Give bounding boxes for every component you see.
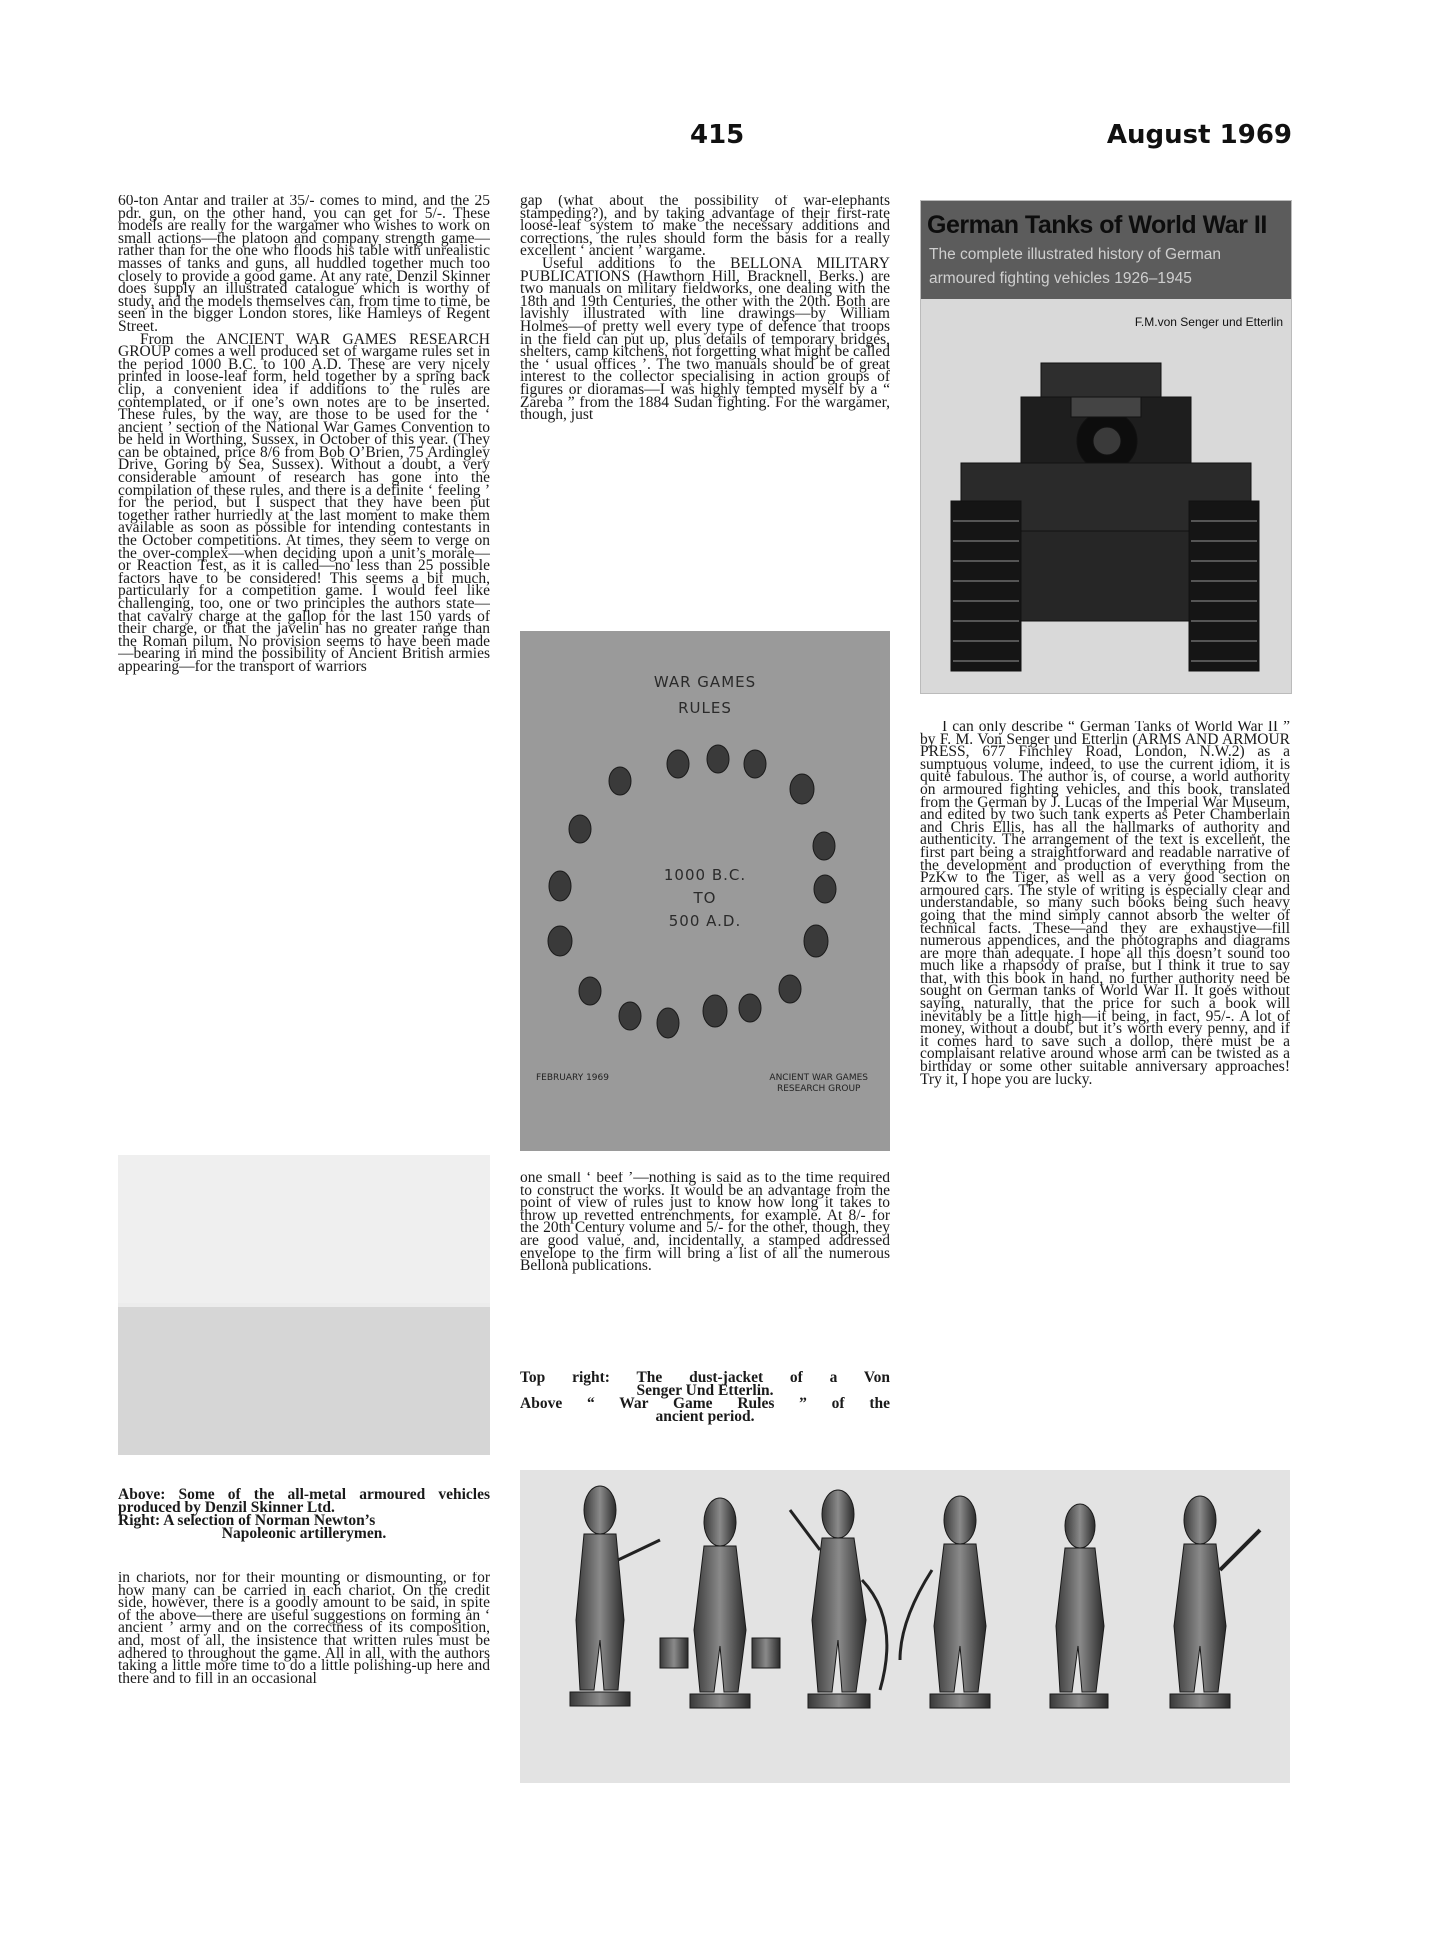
napoleonic-artillerymen-photo: [520, 1470, 1290, 1783]
booklet-period: 1000 B.C.: [663, 866, 747, 884]
column-2-bottom: [520, 1172, 890, 1362]
caption-line: Napoleonic artillerymen.: [221, 1525, 387, 1542]
paragraph: one small ‘ beef ’—nothing is said as to the time required to construct the works. It would be an advantage from the point of view of rules just to know how long it takes to throw up revetted entrenchments, for example. At 8/- for the 20th Century volume and 5/- for the other, though, they are good value, and, incidentally, a stamped addressed envelope to the firm will bring a list of all the numerous Bellona publications.: [520, 1172, 890, 1275]
paragraph: in chariots, nor for their mounting or dismounting, or for how many can be carried in each chariot. On the credit side, however, there is a goodly amount to be said, in spite of the above—there are useful suggestions on forming an ‘ ancient ’ army and on the correctness of its composition, and, most of all, the insistence that written rules must be adhered to throughout the game. All in all, with the authors taking a little more time to do a little polishing-up here and there and to fill in an occasional: [118, 1572, 490, 1687]
paragraph: I can only describe “ German Tanks of World War II ” by F. M. Von Senger und Etterlin (ARMS AND ARMOUR PRESS, 677 Finchley Road, London, N.W.2) as a sumptuous volume, indeed, to use the current idiom, it is quite fabulous. The author is, of course, a world authority on armoured fighting vehicles, and this book, translated from the German by J. Lucas of the Imperial War Museum, and edited by two such tank experts as Peter Chamberlain and Chris Ellis, has all the hallmarks of authority and authenticity. The arrangement of the text is excellent, the first part being a straightforward and readable narrative of the development and production of everything from the PzKw to the Tiger, as well as a very good section on armoured cars. The style of writing is especially clear and understandable, so many such books being such heavy going that the mind simply cannot absorb the welter of technical facts. These—and they are exhaustive—fill numerous appendices, and the photographs and diagrams are more than adequate. I hope all this doesn’t sound too much like a rhapsody of praise, but I think it true to say that, with this book in hand, no further authority need be sought on German tanks of World War II. It goes without saying, naturally, that the price for such a book will inevitably be a little high—it being, in fact, 95/-. A lot of money, without a doubt, but it’s worth every penny, and if it comes hard to save such a dollop, there must be a complaisant relative around whose arm can be twisted as a birthday or some other suitable anniversary approaches! Try it, I hope you are lucky.: [920, 721, 1290, 1088]
column-1-bottom: [118, 1572, 490, 1790]
tiger-tank-illustration: [921, 201, 1291, 693]
war-games-rules-cover: [520, 631, 890, 1151]
book-title: German Tanks of World War II: [927, 211, 1267, 239]
paragraph: 60-ton Antar and trailer at 35/- comes to mind, and the 25 pdr. gun, on the other hand, you can get for 5/-. These models are really for the wargamer who wishes to work on small actions—the platoon and company strength game—rather than for the one who floods his table with unrealistic masses of tanks and guns, all huddled together much too closely to provide a good game. At any rate, Denzil Skinner does supply an illustrated catalogue which is worthy of study, and the models themselves can, from time to time, be seen in the bigger London stores, like Hamleys of Regent Street.: [118, 195, 490, 335]
book-dust-jacket: [920, 200, 1292, 694]
booklet-publisher: [769, 1073, 868, 1095]
photo-caption-middle: [520, 1371, 890, 1423]
caption-line: Top right: The dust-jacket of a Von: [520, 1369, 890, 1386]
booklet-publisher-line: RESEARCH GROUP: [776, 1084, 861, 1094]
book-author: F.M.von Senger und Etterlin: [1134, 315, 1283, 329]
caption-line: Above “ War Game Rules ” of the: [520, 1395, 890, 1412]
booklet-title-line: WAR GAMES: [653, 673, 757, 691]
caption-line: Right: A selection of Norman Newton’s: [118, 1512, 376, 1529]
column-3: [920, 721, 1290, 1439]
caption-line: ancient period.: [655, 1408, 755, 1425]
column-2-top: [520, 195, 890, 617]
issue-date: August 1969: [1106, 120, 1292, 150]
paragraph: gap (what about the possibility of war-elephants stampeding?), and by taking advantage of their first-rate loose-leaf system to make the necessary additions and corrections, the rules should form the basis for a really excellent ‘ ancient ’ wargame.: [520, 195, 890, 260]
booklet-title-line: RULES: [678, 699, 732, 717]
book-subtitle: The complete illustrated history of German armoured fighting vehicles 1926–1945: [929, 246, 1222, 287]
booklet-date: FEBRUARY 1969: [536, 1073, 609, 1083]
paragraph: Useful additions to the BELLONA MILITARY PUBLICATIONS (Hawthorn Hill, Bracknell, Berks.) are two manuals on military fieldworks, one dealing with the 18th and 19th Centuries, the other with the 20th. Both are lavishly illustrated with line drawings—by William Holmes—of pretty well every type of defence that troops in the field can put up, plus details of temporary bridges, shelters, camp kitchens, not forgetting what might be called the ‘ usual offices ’. The two manuals should be of great interest to the collector specialising in action groups of figures or dioramas—I was highly tempted myself by a “ Zareba ” from the 1884 Sudan fighting. For the wargamer, though, just: [520, 254, 890, 424]
caption-line: Above: Some of the all-metal armoured vehicles produced by Denzil Skinner Ltd.: [118, 1486, 490, 1516]
paragraph: From the ANCIENT WAR GAMES RESEARCH GROUP comes a well produced set of wargame rules set in the period 1000 B.C. to 100 A.D. These are very nicely printed in loose-leaf form, held together by a spring back clip, a convenient idea if additions to the rules are contemplated, or if one’s own notes are to be inserted. These rules, by the way, are those to be used for the ‘ ancient ’ section of the National War Games Convention to be held in Worthing, Sussex, in October of this year. (They can be obtained, price 8/6 from Bob O’Brien, 75 Ardingley Drive, Goring by Sea, Sussex). Without a doubt, a very considerable amount of research has gone into the compilation of these rules, and there is a definite ‘ feeling ’ for the period, but I suspect that they have been put together rather hurriedly at the last moment to make them available as soon as possible for intending contestants in the October competitions. At times, they seem to verge on the over-complex—when deciding upon a unit’s morale—or Reaction Test, as it is called—no less than 25 possible factors have to be considered! This seems a bit much, particularly for a competition game. I would feel like challenging, too, one or two principles the authors state—that cavalry charge at the gallop for the last 150 yards of their charge, or that the javelin has no greater range than the Roman pilum. No provision seems to have been made—bearing in mind the possibility of Ancient British armies appearing—for the transport of warriors: [118, 330, 490, 675]
column-1-top: [118, 195, 490, 1137]
caption-line: Senger Und Etterlin.: [636, 1382, 774, 1399]
booklet-period: 500 A.D.: [668, 912, 742, 930]
page-number: 415: [690, 120, 745, 150]
booklet-period: TO: [693, 889, 717, 907]
booklet-publisher-line: ANCIENT WAR GAMES: [769, 1073, 868, 1083]
tank-models-photo: [118, 1155, 490, 1455]
photo-caption-left: [118, 1488, 490, 1540]
